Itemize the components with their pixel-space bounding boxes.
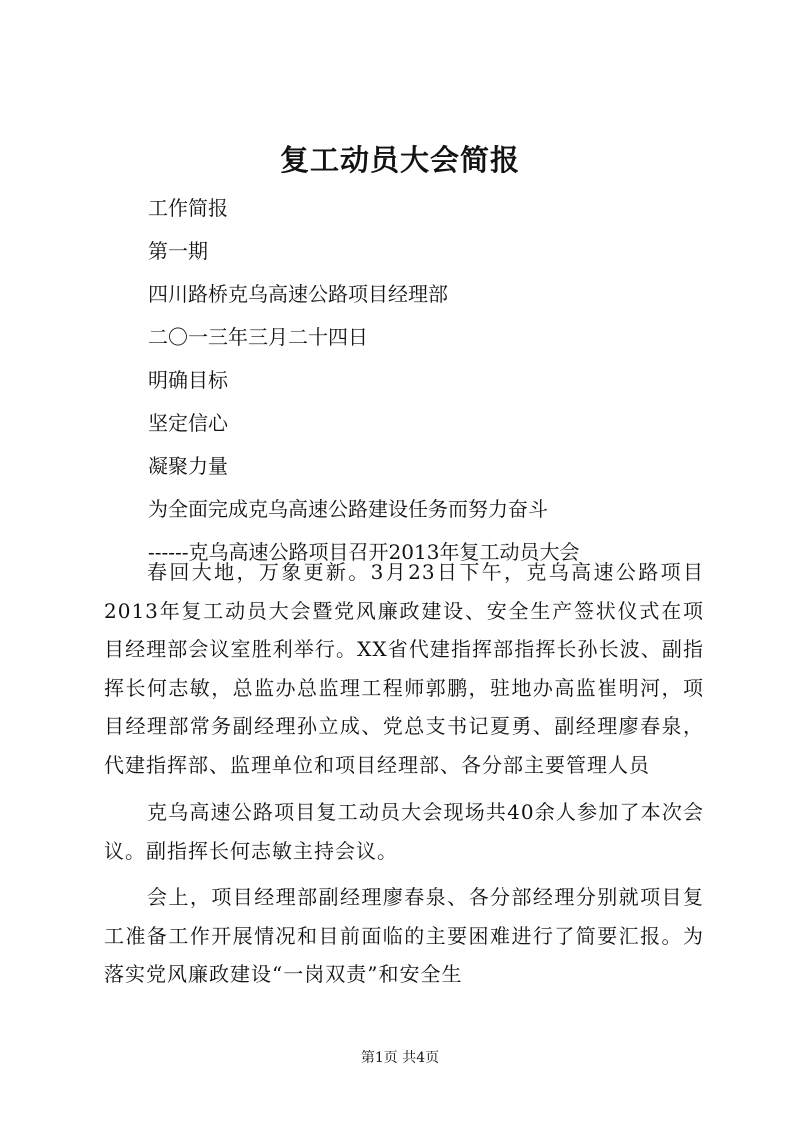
header-line-issue: 第一期 (148, 239, 208, 263)
header-line-date: 二〇一三年三月二十四日 (148, 325, 368, 349)
header-line-slogan-3: 凝聚力量 (148, 454, 228, 478)
body-paragraph: 会上，项目经理部副经理廖春泉、各分部经理分别就项目复工准备工作开展情况和目前面临的主要困难进行了简要汇报。为落实党风廉政建设“一岗双责”和安全生 (104, 885, 704, 986)
header-line-slogan-1: 明确目标 (148, 368, 228, 392)
body-paragraph: 克乌高速公路项目复工动员大会现场共40余人参加了本次会议。副指挥长何志敏主持会议。 (104, 800, 704, 863)
document-title: 复工动员大会简报 (279, 143, 520, 177)
header-line-headline: 为全面完成克乌高速公路建设任务而努力奋斗 (148, 497, 548, 521)
header-line-organization: 四川路桥克乌高速公路项目经理部 (148, 282, 448, 306)
header-line-report-type: 工作简报 (148, 196, 228, 220)
body-paragraph: 春回大地，万象更新。3月23日下午，克乌高速公路项目2013年复工动员大会暨党风廉政建设、安全生产签状仪式在项目经理部会议室胜利举行。XX省代建指挥部指挥长孙长波、副指挥长何志敏，总监办总监理工程师郭鹏，驻地办高监崔明河，项目经理部常务副经理孙立成、党总支书记夏勇、副经理廖春泉，代建指挥部、监理单位和项目经理部、各分部主要管理人员 (104, 560, 704, 777)
header-line-slogan-2: 坚定信心 (148, 411, 228, 435)
header-line-subheadline: ------克乌高速公路项目召开2013年复工动员大会 (148, 540, 580, 564)
page-footer: 第1页 共4页 (360, 1050, 440, 1066)
